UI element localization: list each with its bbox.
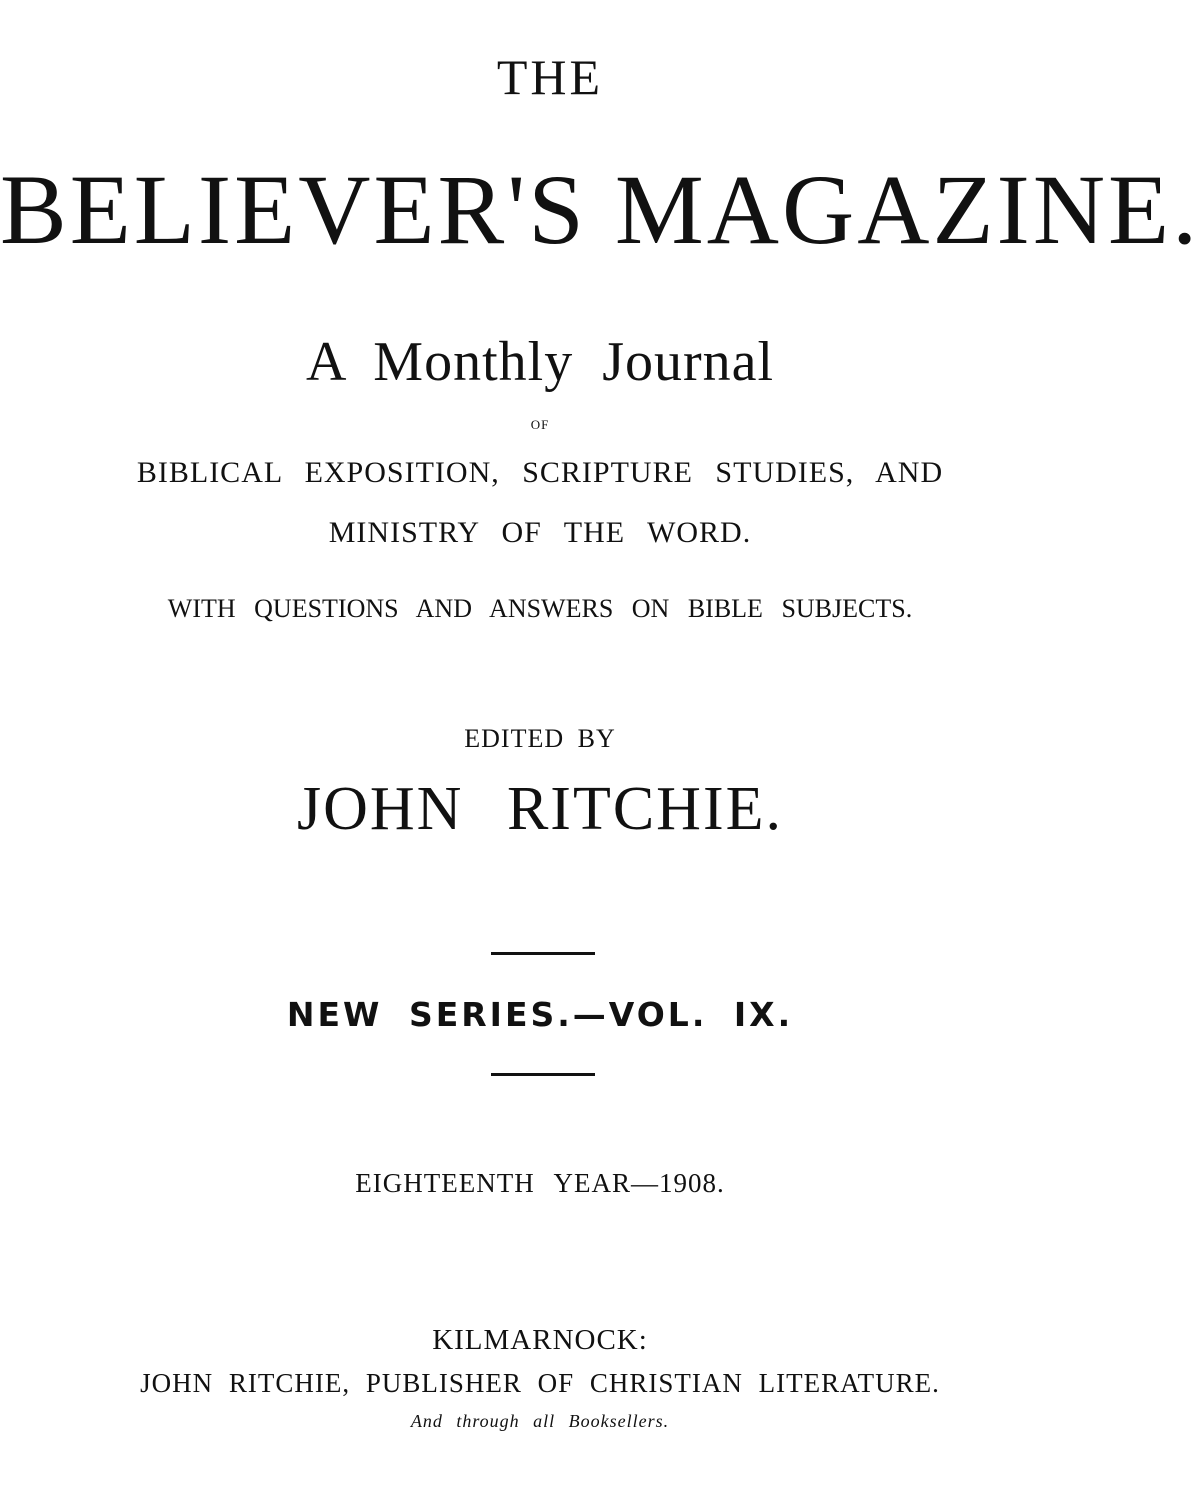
description-line-1: BIBLICAL EXPOSITION, SCRIPTURE STUDIES, AND xyxy=(136,456,944,489)
title-article: THE xyxy=(496,49,604,105)
imprint-place: KILMARNOCK: xyxy=(432,1324,648,1356)
series-volume: NEW SERIES.—VOL. IX. xyxy=(286,995,794,1034)
publication-year: EIGHTEENTH YEAR—1908. xyxy=(355,1168,725,1198)
imprint-sellers: And through all Booksellers. xyxy=(410,1411,670,1431)
description-line-2: MINISTRY OF THE WORD. xyxy=(328,516,752,549)
imprint-publisher: JOHN RITCHIE, PUBLISHER OF CHRISTIAN LITERATURE. xyxy=(140,1368,940,1398)
magazine-title: BELIEVER'S MAGAZINE. xyxy=(0,154,1200,265)
divider-top xyxy=(491,952,595,955)
divider-bottom xyxy=(491,1073,595,1076)
magazine-subtitle: A Monthly Journal xyxy=(305,331,775,393)
edited-by-label: EDITED BY xyxy=(464,724,616,753)
editor-name: JOHN RITCHIE. xyxy=(297,775,783,843)
description-line-3: WITH QUESTIONS AND ANSWERS ON BIBLE SUBJECTS. xyxy=(167,594,913,623)
subtitle-connector: OF xyxy=(530,417,550,432)
